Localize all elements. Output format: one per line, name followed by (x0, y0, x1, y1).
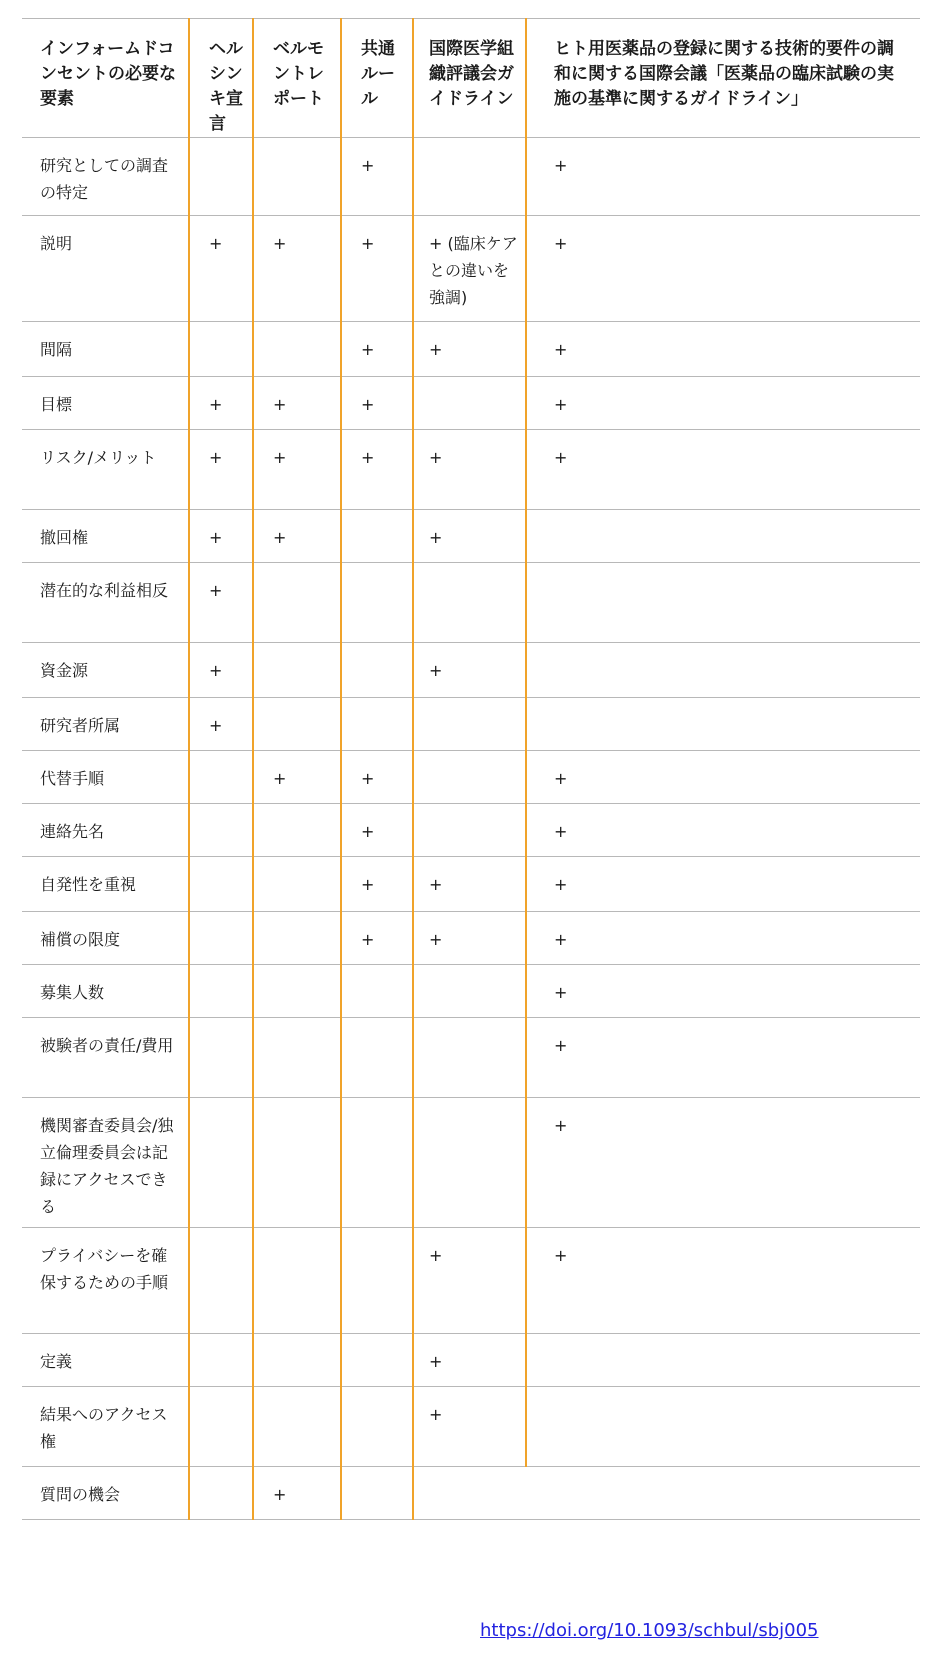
cioms-cell: + (413, 1334, 526, 1387)
cioms-cell (413, 563, 526, 643)
helsinki-cell (189, 1387, 253, 1467)
belmont-cell (253, 643, 341, 698)
common-rule-divider (340, 18, 342, 1520)
belmont-cell (253, 1228, 341, 1334)
cioms-cell (413, 377, 526, 430)
helsinki-cell (189, 912, 253, 965)
element-cell: 撤回権 (22, 510, 189, 563)
common-rule-cell (341, 698, 413, 751)
belmont-cell (253, 857, 341, 912)
doi-link[interactable]: https://doi.org/10.1093/schbul/sbj005 (480, 1620, 819, 1641)
header-ich: ヒト用医薬品の登録に関する技術的要件の調和に関する国際会議「医薬品の臨床試験の実施の基準に関するガイドライン」 (526, 19, 920, 138)
ich-cell: + (526, 138, 920, 216)
element-cell: 自発性を重視 (22, 857, 189, 912)
helsinki-divider (188, 18, 190, 1520)
header-belmont: ベルモントレポート (253, 19, 341, 138)
element-cell: 結果へのアクセス権 (22, 1387, 189, 1467)
table-row (22, 510, 920, 563)
cioms-cell (413, 138, 526, 216)
common-rule-cell: + (341, 322, 413, 377)
table-row (22, 698, 920, 751)
element-cell: 研究者所属 (22, 698, 189, 751)
belmont-cell (253, 1018, 341, 1098)
helsinki-cell: + (189, 377, 253, 430)
cioms-cell (413, 1467, 526, 1520)
element-cell: 定義 (22, 1334, 189, 1387)
belmont-cell (253, 1334, 341, 1387)
element-cell: 連絡先名 (22, 804, 189, 857)
helsinki-cell: + (189, 510, 253, 563)
ich-cell: + (526, 322, 920, 377)
table-row (22, 751, 920, 804)
header-cioms: 国際医学組織評議会ガイドライン (413, 19, 526, 138)
element-cell: 資金源 (22, 643, 189, 698)
helsinki-cell (189, 804, 253, 857)
ich-cell (526, 643, 920, 698)
ich-cell: + (526, 804, 920, 857)
table-row (22, 1018, 920, 1098)
cioms-cell: + (413, 1228, 526, 1334)
table-body (22, 138, 920, 1520)
common-rule-cell (341, 1018, 413, 1098)
element-cell: 潜在的な利益相反 (22, 563, 189, 643)
ich-cell (526, 1387, 920, 1467)
common-rule-cell (341, 563, 413, 643)
belmont-cell (253, 563, 341, 643)
helsinki-cell (189, 1228, 253, 1334)
ich-cell (526, 510, 920, 563)
ich-cell: + (526, 965, 920, 1018)
belmont-cell: + (253, 377, 341, 430)
belmont-cell (253, 1387, 341, 1467)
table-row (22, 804, 920, 857)
cioms-cell: + (413, 430, 526, 510)
consent-elements-table (22, 18, 920, 1520)
helsinki-cell (189, 965, 253, 1018)
helsinki-cell (189, 322, 253, 377)
belmont-cell: + (253, 430, 341, 510)
belmont-cell: + (253, 216, 341, 322)
cioms-cell (413, 1098, 526, 1228)
belmont-cell (253, 804, 341, 857)
helsinki-cell: + (189, 698, 253, 751)
common-rule-cell (341, 1228, 413, 1334)
common-rule-cell: + (341, 804, 413, 857)
table-row (22, 563, 920, 643)
common-rule-cell (341, 643, 413, 698)
element-cell: 目標 (22, 377, 189, 430)
helsinki-cell (189, 138, 253, 216)
common-rule-cell (341, 1387, 413, 1467)
header-common-rule: 共通ルール (341, 19, 413, 138)
element-cell: 説明 (22, 216, 189, 322)
ich-cell: + (526, 377, 920, 430)
table-row (22, 322, 920, 377)
belmont-cell (253, 912, 341, 965)
common-rule-cell (341, 1467, 413, 1520)
ich-cell: + (526, 912, 920, 965)
helsinki-cell (189, 857, 253, 912)
belmont-cell: + (253, 751, 341, 804)
common-rule-cell (341, 1098, 413, 1228)
table-row (22, 643, 920, 698)
cioms-cell: + (413, 643, 526, 698)
cioms-divider (412, 18, 414, 1520)
table-row (22, 1098, 920, 1228)
table-row (22, 138, 920, 216)
helsinki-cell: + (189, 216, 253, 322)
ich-cell: + (526, 1018, 920, 1098)
common-rule-cell (341, 1334, 413, 1387)
element-cell: 代替手順 (22, 751, 189, 804)
element-cell: 質問の機会 (22, 1467, 189, 1520)
common-rule-cell: + (341, 138, 413, 216)
table-row (22, 1334, 920, 1387)
element-cell: 補償の限度 (22, 912, 189, 965)
ich-cell (526, 1467, 920, 1520)
belmont-cell (253, 138, 341, 216)
common-rule-cell (341, 510, 413, 563)
ich-cell (526, 1334, 920, 1387)
table-row (22, 912, 920, 965)
common-rule-cell: + (341, 377, 413, 430)
helsinki-cell: + (189, 643, 253, 698)
element-cell: 募集人数 (22, 965, 189, 1018)
common-rule-cell (341, 965, 413, 1018)
belmont-cell (253, 1098, 341, 1228)
cioms-cell: + (413, 1387, 526, 1467)
cioms-cell (413, 965, 526, 1018)
table-row (22, 430, 920, 510)
ich-cell: + (526, 216, 920, 322)
table-row (22, 1387, 920, 1467)
table-row (22, 1228, 920, 1334)
table-row (22, 377, 920, 430)
belmont-cell (253, 698, 341, 751)
cioms-cell: + (413, 322, 526, 377)
cioms-cell (413, 751, 526, 804)
helsinki-cell (189, 751, 253, 804)
common-rule-cell: + (341, 751, 413, 804)
belmont-cell (253, 322, 341, 377)
common-rule-cell: + (341, 430, 413, 510)
element-cell: 間隔 (22, 322, 189, 377)
element-cell: 被験者の責任/費用 (22, 1018, 189, 1098)
ich-cell: + (526, 1228, 920, 1334)
header-helsinki: ヘルシンキ宣言 (189, 19, 253, 138)
helsinki-cell (189, 1467, 253, 1520)
table-row (22, 1467, 920, 1520)
header-row (22, 19, 920, 138)
helsinki-cell (189, 1018, 253, 1098)
cioms-cell: + (413, 510, 526, 563)
element-cell: リスク/メリット (22, 430, 189, 510)
common-rule-cell: + (341, 857, 413, 912)
belmont-cell: + (253, 1467, 341, 1520)
cioms-cell (413, 804, 526, 857)
belmont-cell (253, 965, 341, 1018)
cioms-cell: + (臨床ケアとの違いを強調) (413, 216, 526, 322)
element-cell: 研究としての調査の特定 (22, 138, 189, 216)
table-row (22, 216, 920, 322)
element-cell: プライバシーを確保するための手順 (22, 1228, 189, 1334)
common-rule-cell: + (341, 216, 413, 322)
helsinki-cell: + (189, 563, 253, 643)
ich-cell (526, 698, 920, 751)
ich-cell (526, 563, 920, 643)
helsinki-cell (189, 1334, 253, 1387)
ich-cell: + (526, 1098, 920, 1228)
cioms-cell (413, 1018, 526, 1098)
table-row (22, 965, 920, 1018)
element-cell: 機関審査委員会/独立倫理委員会は記録にアクセスできる (22, 1098, 189, 1228)
table-row (22, 857, 920, 912)
cioms-cell (413, 698, 526, 751)
header-element: インフォームドコンセントの必要な要素 (22, 19, 189, 138)
belmont-divider (252, 18, 254, 1520)
helsinki-cell: + (189, 430, 253, 510)
ich-cell: + (526, 857, 920, 912)
common-rule-cell: + (341, 912, 413, 965)
cioms-cell: + (413, 912, 526, 965)
ich-cell: + (526, 751, 920, 804)
ich-divider (525, 18, 527, 1467)
cioms-cell: + (413, 857, 526, 912)
belmont-cell: + (253, 510, 341, 563)
ich-cell: + (526, 430, 920, 510)
helsinki-cell (189, 1098, 253, 1228)
